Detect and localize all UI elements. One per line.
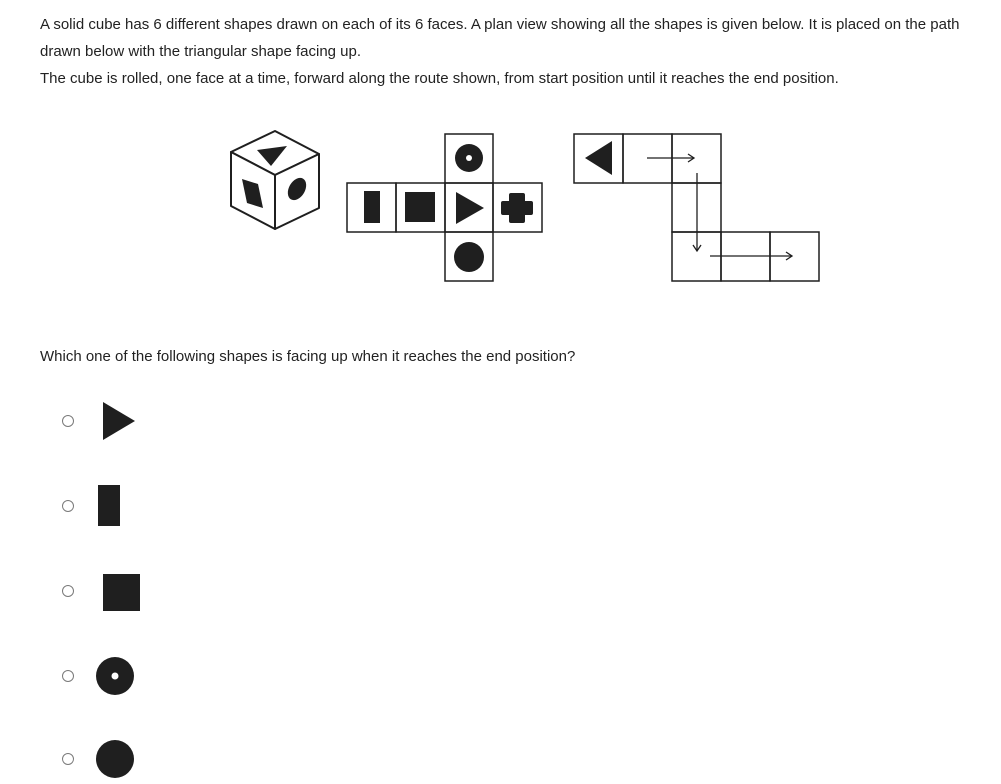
- puzzle-figure: [0, 0, 1001, 300]
- triangle-right-icon: [90, 396, 150, 446]
- question-prompt: Which one of the following shapes is facing up when it reaches the end position?: [40, 348, 576, 365]
- net-cross-icon: [501, 193, 533, 223]
- square-icon: [90, 566, 150, 616]
- net-square-icon: [405, 192, 435, 222]
- net-shapes: [364, 144, 533, 272]
- intro-text-2: The cube is rolled, one face at a time, forward along the route shown, from start position until it reaches the end position.: [40, 70, 839, 87]
- radio-button[interactable]: [62, 500, 74, 512]
- radio-button[interactable]: [62, 670, 74, 682]
- answer-option-5[interactable]: [55, 734, 165, 784]
- circle-with-dot-icon: [90, 651, 150, 701]
- filled-circle-icon: [90, 734, 150, 784]
- answer-option-4[interactable]: [55, 651, 165, 701]
- radio-button[interactable]: [62, 415, 74, 427]
- intro-text-1: A solid cube has 6 different shapes drawn on each of its 6 faces. A plan view showing all the shapes is given below. It is placed on the path drawn below with the triangular shape facing up.: [40, 16, 960, 60]
- radio-button[interactable]: [62, 753, 74, 765]
- cube-3d-illustration: [231, 131, 319, 229]
- answer-option-1[interactable]: [55, 396, 165, 446]
- rectangle-icon: [90, 481, 150, 531]
- path-start-triangle-icon: [585, 141, 612, 175]
- radio-button[interactable]: [62, 585, 74, 597]
- net-triangle-right-icon: [456, 192, 484, 224]
- answer-option-3[interactable]: [55, 566, 165, 616]
- answer-option-2[interactable]: [55, 481, 165, 531]
- net-filled-circle-icon: [454, 242, 484, 272]
- net-rectangle-icon: [364, 191, 380, 223]
